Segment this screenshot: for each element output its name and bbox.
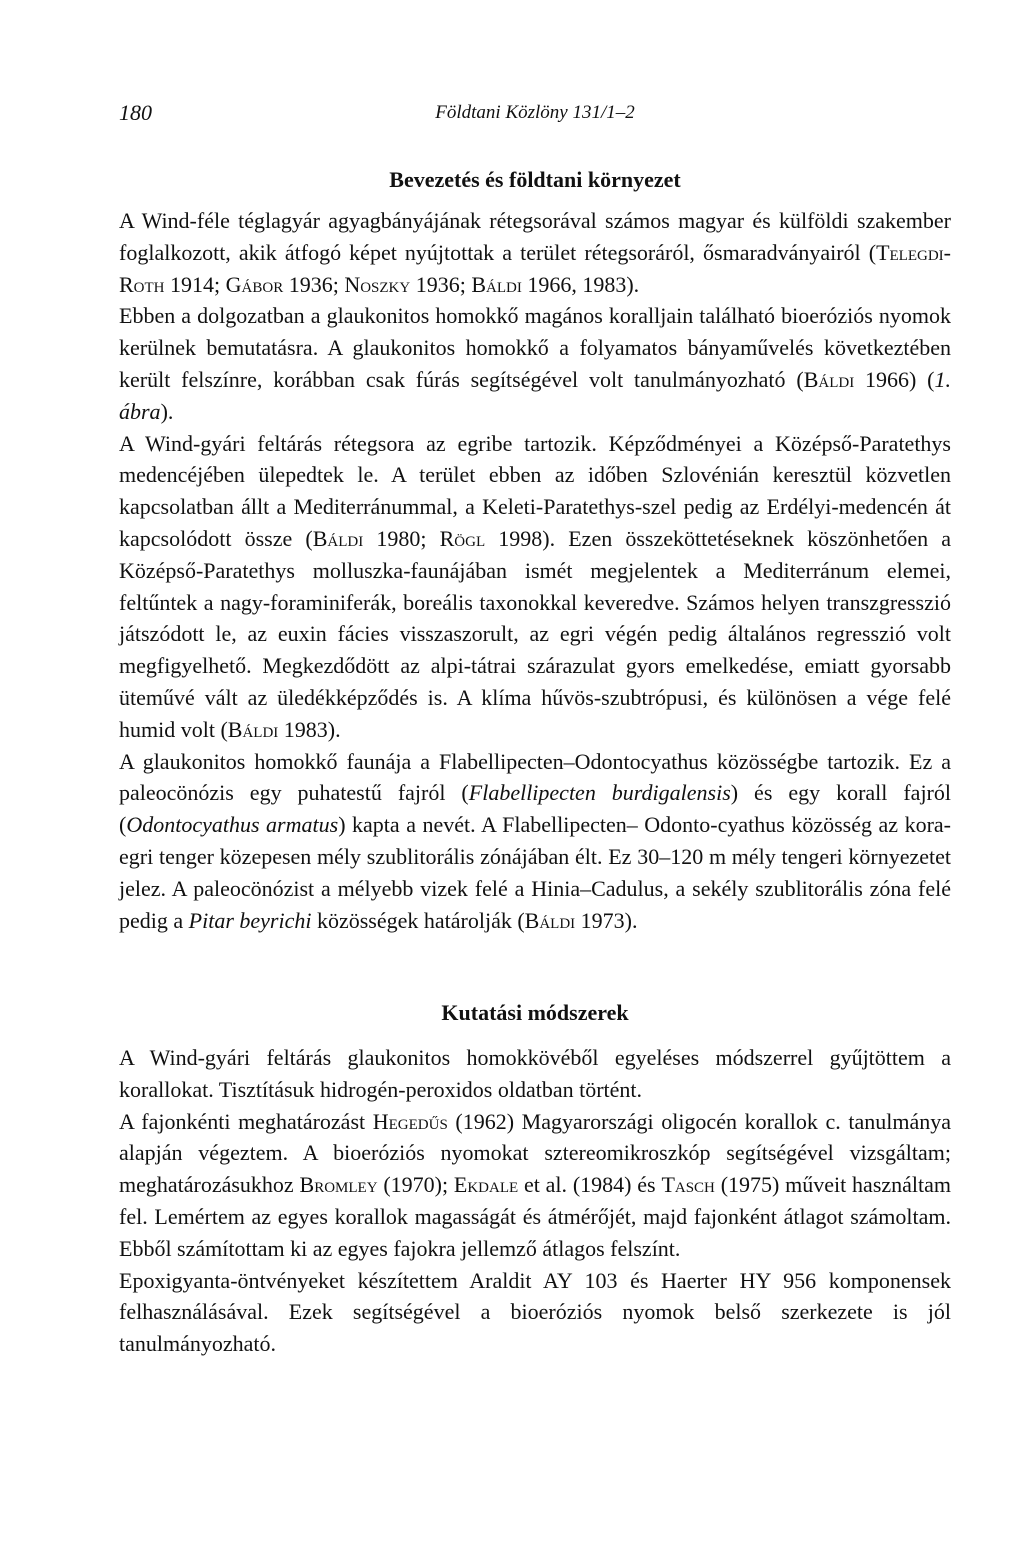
text-run: (1975) műveit használtam fel. Lemértem az egyes korallok magasságát és átmérőjét, majd fajonként átlagot számoltam. Ebből számítottam ki az egyes fajokra jellemző átlagos felszínt. [119, 1172, 952, 1261]
text-run: 1936; [283, 271, 345, 297]
text-run: közösségek határolják ( [311, 907, 525, 933]
text-run: 1980; [363, 525, 440, 551]
author-name: Báldi [524, 907, 576, 933]
text-run: Ebben a dolgozatban a glaukonitos homokkő magános koralljain található bioeróziós nyomok kerülnek bemutatásra. A glaukonitos homokkő a folyamatos bányaművelés következtében került felszínre, korábban csak fúrás segítségével volt tanulmányozható ( [119, 303, 951, 392]
text-run: 1983). [278, 716, 341, 742]
author-name: Báldi [312, 525, 364, 551]
author-name: Hegedűs [372, 1108, 448, 1134]
text-run: A fajonkénti meghatározást [119, 1108, 373, 1134]
page-number: 180 [119, 100, 152, 125]
text-run: (1962) Magyarországi oligocén korallok c. tanulmánya alapján végeztem. A bioeróziós nyomokat sztereomikroszkóp segítségével vizsgáltam; meghatározásukhoz [119, 1108, 951, 1198]
text-run: 1936; [410, 271, 472, 297]
section-heading-methods: Kutatási módszerek [441, 1000, 629, 1025]
text-run: A Wind-gyári feltárás rétegsora az egribe tartozik. Képződményei a Középső-Paratethys medencéjében ülepedtek le. A terület ebben az időben Szlovénián keresztül közvetlen kapcsolatban állt a Mediterránummal, a Keleti-Paratethys-szel pedig az Erdélyi-medencén át kapcsolódott össze ( [119, 430, 951, 551]
paragraph: A Wind-gyári feltárás glaukonitos homokkövéből egyeléses módszerrel gyűjtöttem a korallokat. Tisztításuk hidrogén-peroxidos oldatban történt. [119, 1045, 951, 1102]
section-heading-introduction: Bevezetés és földtani környezet [389, 167, 681, 192]
species-name: Flabellipecten burdigalensis [468, 780, 731, 806]
section-introduction [119, 205, 951, 936]
author-name: Ekdale [453, 1172, 519, 1198]
figure-reference: 1. ábra [119, 366, 951, 424]
paragraph: Epoxigyanta-öntvényeket készítettem Araldit AY 103 és Haerter HY 956 komponensek felhasználásával. Ezek segítségével a bioeróziós nyomok belső szerkezete is jól tanulmányozható. [119, 1267, 951, 1357]
author-name: Telegdi-Roth [119, 239, 951, 297]
text-run: 1914; [164, 271, 226, 297]
paragraph [119, 746, 951, 937]
text-run: A Wind-féle téglagyár agyagbányájának rétegsorával számos magyar és külföldi szakember foglalkozott, akik átfogó képet nyújtottak a terület rétegsoráról, ősmaradványairól ( [119, 208, 951, 265]
author-name: Báldi [803, 366, 855, 392]
running-header [119, 100, 951, 126]
text-run: ). [160, 398, 174, 424]
journal-title: Földtani Közlöny 131/1–2 [435, 102, 635, 123]
author-name: Báldi [471, 271, 522, 297]
section-methods [119, 1042, 951, 1360]
text-run: (1970); [377, 1172, 454, 1198]
text-run: ) kapta a nevét. A Flabellipecten– Odonto-cyathus közösség az kora-egri tenger közepesen mély szublitorális zónájában élt. Ez 30–120 m mély tengeri környezetet jelez. A paleocönózist a mélyebb vizek felé a Hinia–Cadulus, a sekély szublitorális zóna felé pedig a [119, 812, 951, 933]
author-name: Tasch [661, 1172, 715, 1198]
text-run: 1966) ( [854, 366, 935, 392]
author-name: Báldi [227, 716, 279, 742]
paragraph [119, 205, 951, 300]
paragraph [119, 1106, 951, 1265]
text-run: A glaukonitos homokkő faunája a Flabellipecten–Odontocyathus közösségbe tartozik. Ez a paleocönózis egy puhatestű fajról ( [119, 748, 951, 806]
text-run: 1973). [575, 907, 638, 933]
author-name: Gábor [225, 271, 284, 297]
author-name: Bromley [299, 1172, 378, 1198]
species-name: Odontocyathus armatus [126, 812, 339, 838]
species-name: Pitar beyrichi [188, 907, 312, 933]
author-name: Noszky [344, 271, 411, 297]
text-run: ) és egy korall fajról ( [119, 780, 952, 838]
author-name: Rögl [439, 525, 486, 551]
paragraph [119, 300, 951, 427]
paragraph [119, 428, 951, 746]
text-run: et al. (1984) és [518, 1172, 662, 1198]
text-run: 1966, 1983). [521, 271, 640, 297]
text-run: 1998). Ezen összeköttetéseknek köszönhetően a Középső-Paratethys molluszka-faunájában ismét megjelentek a Mediterránum elemei, feltűntek a nagy-foraminiferák, boreális taxonokkal keveredve. Számos helyen transzgresszió játszódott le, az euxin fácies visszaszorult, az egri végén pedig általános regresszió volt megfigyelhető. Megkezdődött az alpi-tátrai szárazulat gyors emelkedése, emiatt gyorsabb üteművé vált az üledékképződés is. A klíma hűvös-szubtrópusi, és különösen a vége felé humid volt ( [119, 525, 951, 742]
